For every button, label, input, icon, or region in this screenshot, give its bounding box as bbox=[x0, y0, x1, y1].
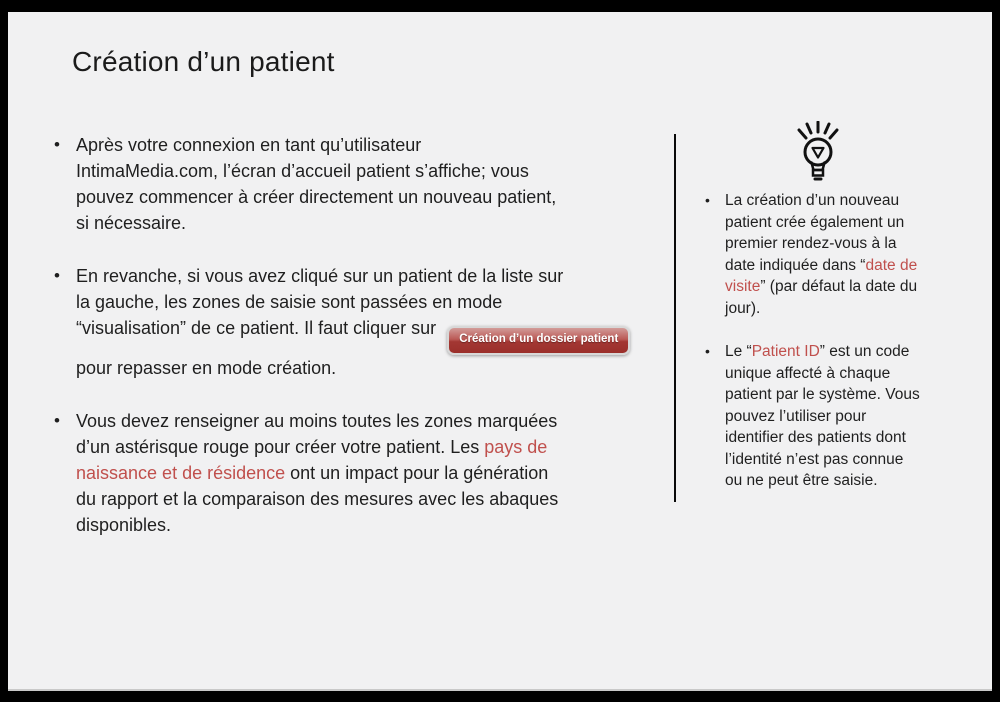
bullet-line: du rapport et la comparaison des mesures avec les abaques bbox=[76, 488, 559, 509]
bullet-line: La création d’un nouveau bbox=[725, 192, 900, 209]
list-item bbox=[703, 190, 955, 319]
highlight-text: Patient ID bbox=[751, 343, 820, 360]
bullet-line: identifier des patients dont bbox=[725, 429, 906, 446]
bullet-line: si nécessaire. bbox=[76, 213, 187, 233]
bullet-line: d’un astérisque rouge pour créer votre patient. Les bbox=[76, 436, 485, 457]
list-item bbox=[48, 263, 676, 381]
bullet-line: Après votre connexion en tant qu’utilisateur bbox=[76, 135, 422, 155]
bullet-line: Vous devez renseigner au moins toutes les zones marquées bbox=[76, 410, 558, 431]
bullet-line: ont un impact pour la génération bbox=[285, 462, 549, 483]
bullet-line: unique affecté à chaque bbox=[725, 364, 891, 382]
list-item bbox=[48, 132, 676, 236]
list-item bbox=[703, 341, 955, 492]
bullet-line: pouvez l’utiliser pour bbox=[725, 407, 867, 425]
bullet-line: disponibles. bbox=[76, 514, 172, 535]
highlight-text: pays de bbox=[484, 436, 548, 457]
bullet-line: pouvez commencer à créer directement un nouveau patient, bbox=[76, 187, 557, 207]
bullet-line: patient crée également un bbox=[725, 213, 905, 231]
vertical-divider bbox=[674, 134, 676, 502]
left-column bbox=[48, 132, 676, 565]
bullet-line: pour repasser en mode création. bbox=[76, 357, 337, 378]
bullet-line: date indiquée dans “ bbox=[725, 256, 866, 274]
lightbulb-icon bbox=[790, 121, 846, 183]
bullet-line: la gauche, les zones de saisie sont passées en mode bbox=[76, 292, 503, 312]
highlight-text: date de bbox=[865, 256, 918, 274]
list-item bbox=[48, 408, 676, 538]
right-column bbox=[703, 190, 955, 514]
bullet-line: En revanche, si vous avez cliqué sur un patient de la liste sur bbox=[76, 266, 564, 286]
bullet-line: patient par le système. Vous bbox=[725, 386, 920, 403]
page-title: Création d’un patient bbox=[72, 46, 335, 77]
bullet-line: IntimaMedia.com, l’écran d’accueil patient s’affiche; vous bbox=[76, 161, 529, 181]
slide bbox=[8, 12, 992, 691]
bullet-line: Le “ bbox=[725, 343, 752, 360]
bullet-line: “visualisation” de ce patient. Il faut cliquer sur bbox=[76, 318, 437, 338]
highlight-text: naissance et de résidence bbox=[76, 462, 286, 483]
highlight-text: visite bbox=[725, 278, 761, 295]
bullet-line: ” (par défaut la date du bbox=[760, 278, 918, 295]
bullet-line: ou ne peut être saisie. bbox=[725, 472, 878, 489]
creation-dossier-patient-button[interactable]: Création d’un dossier patient bbox=[447, 326, 630, 355]
bullet-line: premier rendez-vous à la bbox=[725, 235, 897, 252]
bullet-line: l’identité n’est pas connue bbox=[725, 450, 904, 468]
bullet-line: jour). bbox=[725, 299, 761, 317]
bullet-line: ” est un code bbox=[819, 343, 910, 360]
